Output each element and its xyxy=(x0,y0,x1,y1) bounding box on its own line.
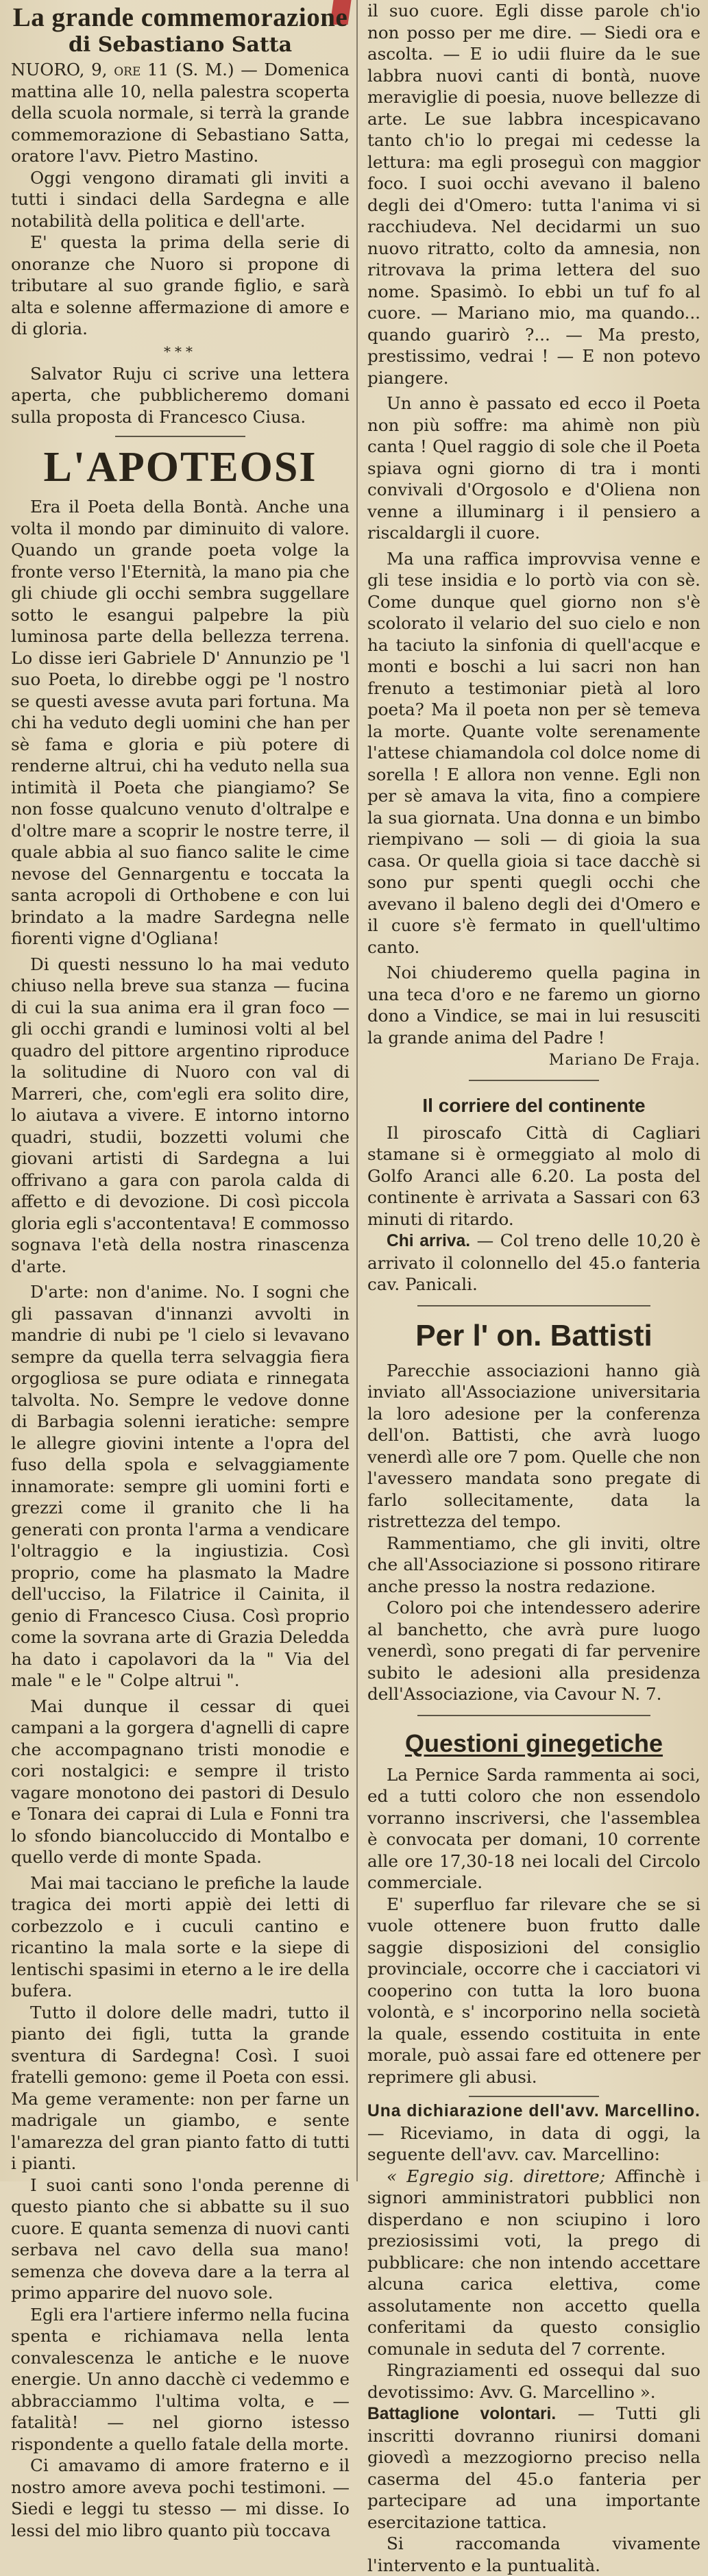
section-stars: *** xyxy=(164,343,197,360)
questioni-paragraph-1: La Pernice Sarda rammenta ai soci, ed a tutti coloro che non essendolo vorranno inscriversi, che l'assemblea è convocata per domani, 10 corrente alle ore 17,30-18 nei locali del Circolo commerciale. xyxy=(367,1764,700,1892)
apotheosis-paragraph-8: Egli era l'artiere infermo nella fucina spenta e richiamava nella lenta convalescenza le antiche e le nuove energie. Un anno dacchè ci vedemmo e abbracciammo l'ultima volta, e — fatalità! — nel giorno istesso rispondente a quello fatale della morte. xyxy=(11,2304,350,2454)
commemoration-paragraph-1 xyxy=(11,59,350,167)
left-column xyxy=(11,0,350,2540)
dichiarazione-paragraph-2 xyxy=(367,2166,700,2360)
volontari-heading: Battaglione volontari. xyxy=(367,2405,557,2423)
battisti-paragraph-3: Coloro poi che intendessero aderire al banchetto, che avrà pure luogo venerdì, sono pregati di far pervenire subito le adesioni alla presidenza dell'Associazione, via Cavour N. 7. xyxy=(367,1598,700,1704)
chi-arriva-heading: Chi arriva. xyxy=(387,1232,471,1250)
apotheosis-paragraph-7: I suoi canti sono l'onda perenne di questo pianto che si abbatte su il suo cuore. E quanta semenza di nuovi canti serbava nel cavo della sua mano! semenza che doveva dare a la terra al primo apparire del nuovo sole. xyxy=(11,2175,350,2303)
column-divider xyxy=(356,0,358,2181)
dateline: NUORO, 9, ore 11 (S. M.) xyxy=(11,60,234,79)
apotheosis-paragraph-3: D'arte: non d'anime. No. I sogni che gli passavan d'innanzi avvolti in mandrie di nubi pe 'l cielo si levavano sempre da quella terra selvaggia fiera orgogliosa se pure odiata e rinnegata talvolta. No. Sempre le vedove donne di Barbagia solenni ieratiche: sempre le allegre giovini intente a l'opra del fuso della spola e selvaggiamente innamorate: sempre gli uomini forti e grezzi come il granito che li ha generati con pronta l'arma a vendicare l'oltraggio e la ingiustizia. Così proprio, come ha plasmato la Madre dell'ucciso, la Filatrice il Cainita, il genio di Francesco Ciusa. Così proprio come la sovrana arte di Grazia Deledda ha dato i capolavori da la " Via del male " e le " Colpe altrui ". xyxy=(11,1282,350,1690)
dichiarazione-paragraph-3: Ringraziamenti ed ossequi dal suo devotissimo: Avv. G. Marcellino ». xyxy=(367,2360,700,2402)
volontari-text-1: — Tutti gli inscritti dovranno riunirsi domani giovedì a mezzogiorno preciso nella caserma del 45.o fanteria per partecipare ad una importante esercitazione tattica. xyxy=(367,2403,700,2532)
commemoration-subtitle: di Sebastiano Satta xyxy=(68,33,293,57)
chi-arriva-text: — Col treno delle 10,20 è arrivato il colonnello del 45.o fanteria cav. Panicali. xyxy=(367,1230,700,1294)
corriere-title: Il corriere del continente xyxy=(422,1094,646,1116)
dichiarazione-paragraph-1 xyxy=(367,2100,700,2166)
apotheosis-paragraph-12: Ma una raffica improvvisa venne e gli tese insidia e lo portò via con sè. Come dunque quel giorno non s'è scolorato il velario del suo cielo e non ha taciuto la sinfonia di quell'acque e monti e boschi a lui sacri non han frenuto a testimoniar pietà al loro poeta? Ma il poeta non per sè temeva la morte. Quante volte serenamente l'attese chiamandola col dolce nome di sorella ! E allora non venne. Egli non per sè amava la vita, fino a compiere la sua giornata. Una donna e un bimbo riempivano — soli — di gioia la sua casa. Or quella gioia si tace dacchè si sono pur spenti quegli occhi che avevano il baleno degli dei d'Omero e il cuore s'è fermato in quell'ultimo canto. xyxy=(367,548,700,957)
apotheosis-paragraph-10: il suo cuore. Egli disse parole ch'io non posso per me dire. — Siedi ora e ascolta. — E io udii fluire da le sue labbra nuovi canti di bontà, nuove meraviglie di poesia, nuove bellezze di arte. Le sue labbra incespicavano tanto ch'io lo pregai mi cedesse la lettura: ma egli proseguì con maggior foco. I suoi occhi avevano il baleno degli dei d'Omero: tutta l'anima vi si racchiudeva. Nel decidarmi un suo nuovo ritratto, colto da amnesia, non ritrovava la prima lettera del suo nome. Spasimò. Io ebbi un tuf fo al cuore. — Mariano mio, ma quando... quando guarirò ?... — Ma presto, prestissimo, vedrai ! — E non potevo piangere. xyxy=(367,1,700,388)
commemoration-paragraph-4: Salvator Ruju ci scrive una lettera aperta, che pubblicheremo domani sulla proposta di Francesco Ciusa. xyxy=(11,363,350,427)
author-signature: Mariano De Fraja. xyxy=(548,1052,700,1069)
commemoration-text-1: — Domenica mattina alle 10, nella palestra scoperta della scuola normale, si terrà la grande commemorazione di Sebastiano Satta, oratore l'avv. Pietro Mastino. xyxy=(11,60,350,166)
apotheosis-paragraph-13: Noi chiuderemo quella pagina in una teca d'oro e ne faremo un giorno dono a Vindice, se mai in lui resusciti la grande anima del Padre ! xyxy=(367,963,700,1048)
apotheosis-paragraph-11: Un anno è passato ed ecco il Poeta non più soffre: ma ahimè non più canta ! Quel raggio di sole che il Poeta spiava ogni giorno di tra i monti convivali d'Orgosolo e d'Oliena non venne a illuminarg i il pensiero a riscaldargli il cuore. xyxy=(367,393,700,543)
battisti-title: Per l' on. Battisti xyxy=(415,1318,652,1352)
dichiarazione-text-1: — Riceviamo, in data di oggi, la seguente dell'avv. cav. Marcellino: xyxy=(367,2122,700,2164)
section-rule xyxy=(469,2096,599,2097)
apotheosis-paragraph-4: Mai dunque il cessar di quei campani a la gorgera d'agnelli di capre che accompagnano tristi monodie e cori nostalgici: e sempre il tristo vagare monotono dei pastori di Desulo e Tonara dei caprai di Lula e Fonni tra lo sfondo biancoluccido di Montalbo e quello verde di monte Spada. xyxy=(11,1696,350,1867)
corriere-paragraph-1: Il piroscafo Città di Cagliari stamane si è ormeggiato al molo di Golfo Aranci alle 6.20. La posta del continente è arrivata a Sassari con 63 minuti di ritardo. xyxy=(367,1122,700,1229)
section-rule xyxy=(115,436,245,437)
commemoration-paragraph-3: E' questa la prima della serie di onoranze che Nuoro si propone di tributare al suo grande figlio, e sarà alta e solenne affermazione di amore e di gloria. xyxy=(11,232,350,338)
apotheosis-paragraph-5: Mai mai tacciano le prefiche la laude tragica dei morti appiè dei letti di corbezzolo e i cuculi cantino e ricantino la mala sorte e la siepe di lentischi spasimi in eterno a le ire della bufera. xyxy=(11,1872,350,2001)
section-rule xyxy=(417,1305,650,1306)
volontari-paragraph-1 xyxy=(367,2403,700,2533)
questioni-title: Questioni ginegetiche xyxy=(404,1729,663,1757)
apotheosis-paragraph-1: Era il Poeta della Bontà. Anche una volta il mondo par diminuito di valore. Quando un grande poeta volge la fronte verso l'Eternità, la mano pia che gli chiude gli occhi sembra suggellare sotto le esangui palpebre la più luminosa parte della bellezza terrena. Lo disse ieri Gabriele D' Annunzio pe 'l suo Poeta, lo direbbe oggi pe 'l nostro se questi avesse avuta pari fortuna. Ma chi ha veduto degli uomini che han per sè fama e gloria e più potere di renderne altrui, chi ha veduto nella sua intimità il Poeta che piangiamo? Se non fosse qualcuno venuto d'oltralpe e d'oltre mare a scoprir le nostre terre, il quale abbia al suo fianco salite le cime nevose del Gennargentu e toccata la santa acropoli di Orthobene e con lui brindato a la madre Sardegna nelle fiorenti vigne d'Ogliana! xyxy=(11,497,350,948)
letter-salutation: « Egregio sig. direttore; xyxy=(387,2166,606,2186)
apotheosis-paragraph-6: Tutto il dolore delle madri, tutto il pianto dei figli, tutta la grande sventura di Sardegna! Così. I suoi fratelli gemono: geme il Poeta con essi. Ma geme veramente: non per farne un madrigale un giambo, e sente l'amarezza del gran pianto fatto di tutti i pianti. xyxy=(11,2002,350,2173)
section-rule xyxy=(417,1715,650,1716)
apotheosis-title: L'APOTEOSI xyxy=(43,444,317,491)
questioni-paragraph-2: E' superfluo far rilevare che se si vuole ottenere buon frutto dalle saggie disposizioni del consiglio provinciale, occorre che i cacciatori vi cooperino con tutta la loro buona volontà, e s' incorporino nella società la quale, essendo costituita in ente morale, può assai fare ed ottenere per reprimere gli abusi. xyxy=(367,1894,700,2087)
commemoration-title: La grande commemorazione xyxy=(12,3,348,32)
apotheosis-paragraph-9: Ci amavamo di amore fraterno e il nostro amore aveva pochi testimoni. — Siedi e leggi tu stesso — mi disse. Io lessi del mio libro quanto più toccava xyxy=(11,2455,350,2540)
right-column xyxy=(367,0,701,2575)
section-rule xyxy=(469,1080,599,1081)
corriere-paragraph-2 xyxy=(367,1230,700,1296)
battisti-paragraph-1: Parecchie associazioni hanno già inviato all'Associazione universitaria la loro adesione per la conferenza dell'on. Battisti, che avrà luogo venerdì alle ore 7 pom. Quelle che non l'avessero mandata sono pregate di farlo sollecitamente, data la ristrettezza del tempo. xyxy=(367,1360,700,1531)
commemoration-paragraph-2: Oggi vengono diramati gli inviti a tutti i sindaci della Sardegna e alle notabilità della politica e dell'arte. xyxy=(11,167,350,231)
volontari-paragraph-2: Si raccomanda vivamente l'intervento e la puntualità. xyxy=(367,2534,700,2575)
apotheosis-paragraph-2: Di questi nessuno lo ha mai veduto chiuso nella breve sua stanza — fucina di cui la sua anima era il gran foco — gli occhi grandi e luminosi volti al bel quadro del pittore argentino riproduce la solitudine di Nuoro con val di Marreri, che, com'egli era solito dire, lo aiutava a vivere. E intorno intorno quadri, studii, bozzetti volumi che giovani artisti di Sardegna a lui offrivano a gara con parola calda di affetto e di devozione. Di così piccola gloria egli s'accontentava! E commosso sognava l'età della nostra rinascenza d'arte. xyxy=(11,954,350,1276)
dichiarazione-text-2: Affinchè i signori amministratori pubblici non disperdano e non sciupino i loro preziosissimi voti, la prego di pubblicare: che non intendo accettare alcuna carica elettiva, come assolutamente non accetto quella conferitami da questo consiglio comunale in seduta del 7 corrente. xyxy=(367,2166,701,2359)
battisti-paragraph-2: Rammentiamo, che gli inviti, oltre che all'Associazione si possono ritirare anche presso la nostra redazione. xyxy=(367,1533,700,1596)
dichiarazione-heading: Una dichiarazione dell'avv. Marcellino. xyxy=(367,2102,700,2120)
